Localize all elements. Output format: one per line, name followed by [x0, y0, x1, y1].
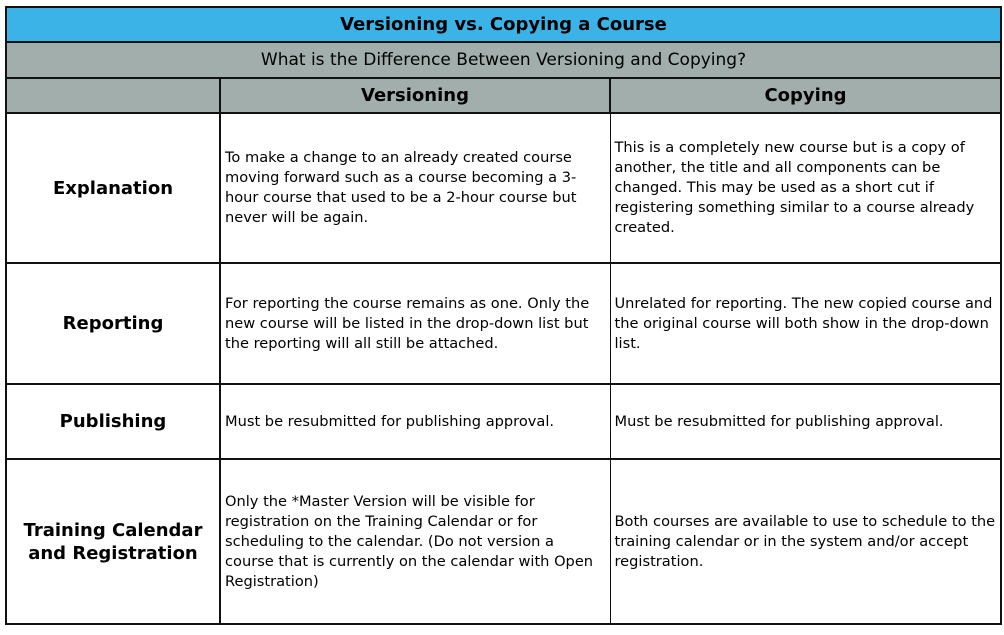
header-empty: [6, 78, 220, 113]
copying-cell: Both courses are available to use to schedule to the training calendar or in the system and/or accept registration.: [610, 459, 1001, 624]
header-copying: Copying: [610, 78, 1001, 113]
table-title: Versioning vs. Copying a Course: [6, 7, 1001, 42]
header-versioning: Versioning: [220, 78, 610, 113]
comparison-table: [5, 6, 1002, 625]
row-label: Explanation: [6, 113, 220, 263]
versioning-cell: Must be resubmitted for publishing approval.: [220, 384, 610, 459]
table-row: [6, 263, 1001, 384]
row-label: Publishing: [6, 384, 220, 459]
copying-cell: Must be resubmitted for publishing approval.: [610, 384, 1001, 459]
copying-cell: This is a completely new course but is a copy of another, the title and all components can be changed. This may be used as a short cut if registering something similar to a course already created.: [610, 113, 1001, 263]
versioning-cell: Only the *Master Version will be visible for registration on the Training Calendar or for scheduling to the calendar. (Do not version a course that is currently on the calendar with Open Registration): [220, 459, 610, 624]
row-label: Training Calendar and Registration: [6, 459, 220, 624]
row-label: Reporting: [6, 263, 220, 384]
copying-cell: Unrelated for reporting. The new copied course and the original course will both show in the drop-down list.: [610, 263, 1001, 384]
versioning-cell: For reporting the course remains as one. Only the new course will be listed in the drop-down list but the reporting will all still be attached.: [220, 263, 610, 384]
table-row: [6, 459, 1001, 624]
table-row: [6, 113, 1001, 263]
table-subtitle: What is the Difference Between Versioning and Copying?: [6, 42, 1001, 78]
versioning-cell: To make a change to an already created course moving forward such as a course becoming a 3-hour course that used to be a 2-hour course but never will be again.: [220, 113, 610, 263]
table-row: [6, 384, 1001, 459]
